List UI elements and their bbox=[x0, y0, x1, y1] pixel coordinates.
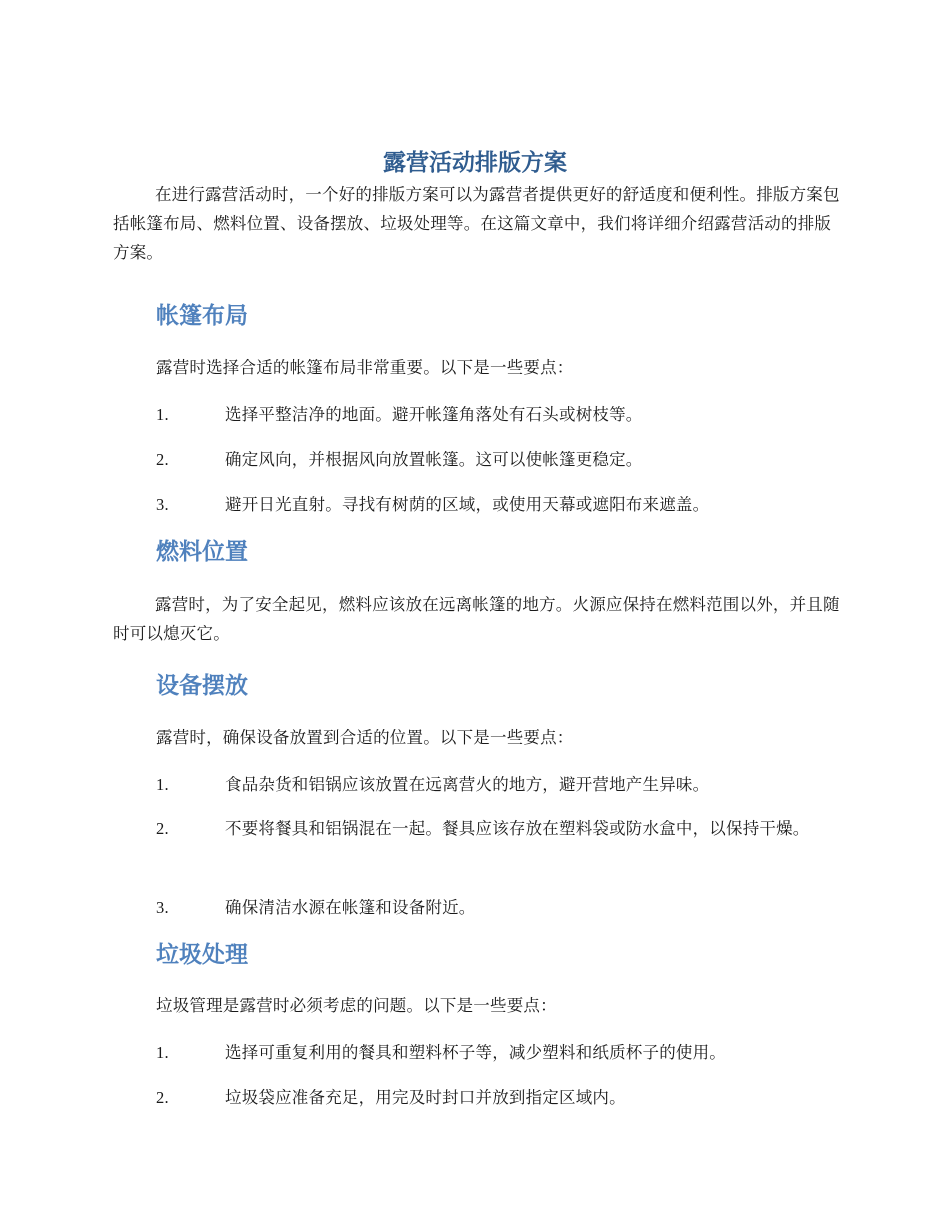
intro-paragraph: 在进行露营活动时，一个好的排版方案可以为露营者提供更好的舒适度和便利性。排版方案包括帐篷布局、燃料位置、设备摆放、垃圾处理等。在这篇文章中，我们将详细介绍露营活动的排版方案。 bbox=[113, 185, 840, 262]
list-text: 确定风向，并根据风向放置帐篷。这可以使帐篷更稳定。 bbox=[225, 450, 643, 469]
list-item bbox=[113, 770, 843, 799]
section-heading-waste: 垃圾处理 bbox=[156, 942, 248, 968]
list-item bbox=[113, 893, 843, 922]
list-text: 不要将餐具和铝锅混在一起。餐具应该存放在塑料袋或防水盒中，以保持干燥。 bbox=[225, 819, 810, 838]
list-text: 确保清洁水源在帐篷和设备附近。 bbox=[225, 898, 476, 917]
document-title: 露营活动排版方案 bbox=[383, 150, 567, 176]
list-item bbox=[113, 1038, 843, 1067]
list-text: 垃圾袋应准备充足，用完及时封口并放到指定区域内。 bbox=[225, 1088, 626, 1107]
list-number: 2. bbox=[156, 1088, 169, 1107]
list-item bbox=[113, 1083, 843, 1112]
list-number: 2. bbox=[156, 819, 169, 838]
list-item bbox=[113, 814, 843, 843]
section-heading-tent-layout: 帐篷布局 bbox=[156, 303, 248, 329]
section-intro-tent-layout: 露营时选择合适的帐篷布局非常重要。以下是一些要点： bbox=[156, 358, 574, 377]
list-item bbox=[113, 400, 843, 429]
list-text: 选择可重复利用的餐具和塑料杯子等，减少塑料和纸质杯子的使用。 bbox=[225, 1043, 726, 1062]
list-number: 1. bbox=[156, 405, 169, 424]
section-heading-equipment: 设备摆放 bbox=[156, 673, 248, 699]
section-paragraph-fuel-location: 露营时，为了安全起见，燃料应该放在远离帐篷的地方。火源应保持在燃料范围以外，并且随时可以熄灭它。 bbox=[113, 595, 840, 643]
list-number: 3. bbox=[156, 898, 169, 917]
list-item bbox=[113, 490, 843, 519]
list-text: 避开日光直射。寻找有树荫的区域，或使用天幕或遮阳布来遮盖。 bbox=[225, 495, 710, 514]
list-item bbox=[113, 445, 843, 474]
section-heading-fuel-location: 燃料位置 bbox=[156, 539, 248, 565]
list-text: 选择平整洁净的地面。避开帐篷角落处有石头或树枝等。 bbox=[225, 405, 643, 424]
list-number: 2. bbox=[156, 450, 169, 469]
section-intro-equipment: 露营时，确保设备放置到合适的位置。以下是一些要点： bbox=[156, 728, 574, 747]
list-number: 3. bbox=[156, 495, 169, 514]
list-number: 1. bbox=[156, 775, 169, 794]
list-text: 食品杂货和铝锅应该放置在远离营火的地方，避开营地产生异味。 bbox=[225, 775, 710, 794]
list-number: 1. bbox=[156, 1043, 169, 1062]
section-intro-waste: 垃圾管理是露营时必须考虑的问题。以下是一些要点： bbox=[156, 996, 557, 1015]
